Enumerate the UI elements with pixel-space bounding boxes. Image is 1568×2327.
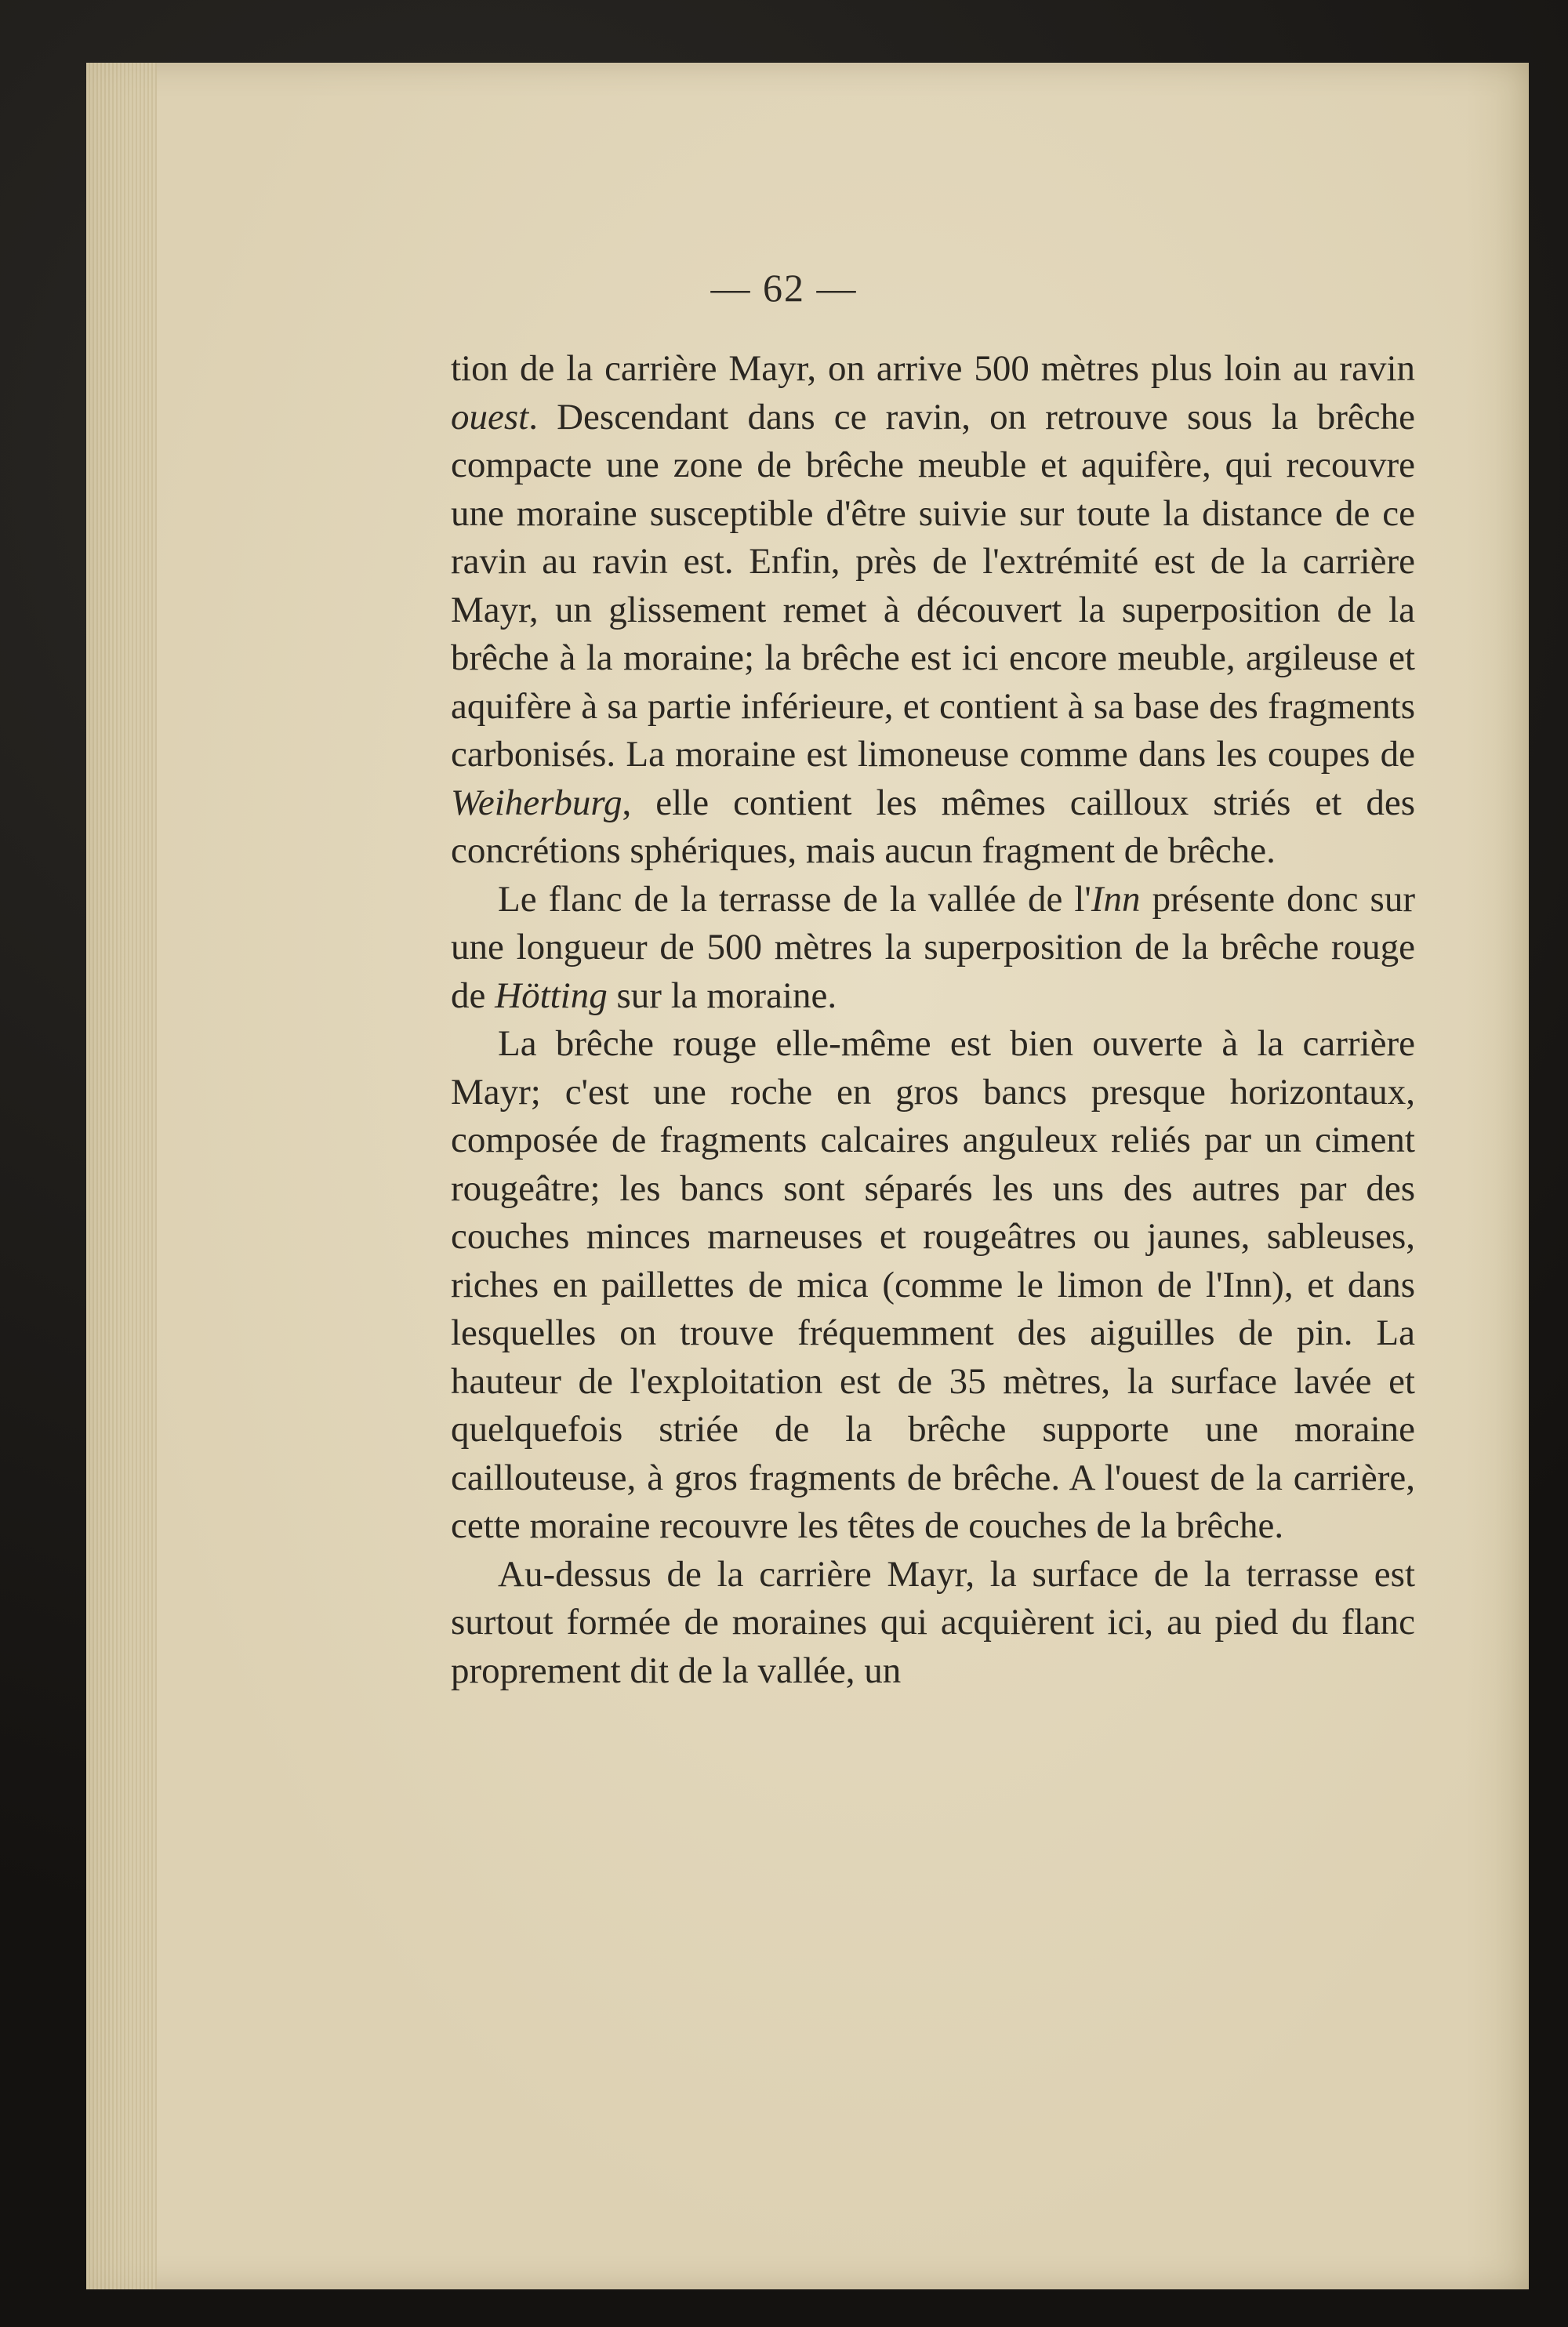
paragraph-1-italic-ouest: ouest: [451, 396, 529, 437]
page-number: — 62 —: [710, 266, 858, 310]
paragraph-3: La brêche rouge elle-même est bien ouverte à la carrière Mayr; c'est une roche en gros bancs presque horizontaux, composée de fragments calcaires anguleux reliés par un ciment rougeâtre; les bancs sont séparés les uns des autres par des couches minces marneuses et rougeâtres ou jaunes, sableuses, riches en paillettes de mica (comme le limon de l'Inn), et dans lesquelles on trouve fréquemment des aiguilles de pin. La hauteur de l'exploitation est de 35 mètres, la surface lavée et quelquefois striée de la brêche supporte une moraine caillouteuse, à gros fragments de brêche. A l'ouest de la carrière, cette moraine recouvre les têtes de couches de la brêche.: [451, 1023, 1415, 1546]
body-text: [451, 345, 1415, 1695]
paragraph-4: Au-dessus de la carrière Mayr, la surface de la terrasse est surtout formée de moraines qui acquièrent ici, au pied du flanc proprement dit de la vallée, un: [451, 1553, 1415, 1691]
paragraph-1-text-e: , elle contient les mêmes cailloux striés et des concrétions sphériques, mais aucun fragment de brêche.: [451, 782, 1415, 871]
paragraph-2-text-c: présente donc sur une longueur de 500 mètres la superposition de la brêche rouge de: [451, 878, 1416, 1016]
paragraph-2-italic-hotting: Hötting: [495, 975, 608, 1016]
paragraph-1-italic-weiherburg: Weiherburg: [451, 782, 622, 823]
paragraph-2: [451, 876, 1415, 1021]
paragraph-2-text-a: Le flanc de la terrasse de la vallée de l': [498, 878, 1091, 920]
paragraph-2-italic-inn: Inn: [1091, 878, 1141, 920]
paragraph-1: [451, 345, 1415, 876]
paragraph-1-text-a: tion de la carrière Mayr, on arrive 500 mètres plus loin au ravin: [451, 348, 1415, 389]
paragraph-2-text-e: sur la moraine.: [607, 975, 837, 1016]
paragraph-1-text-c: . Descendant dans ce ravin, on retrouve sous la brêche compacte une zone de brêche meuble et aquifère, qui recouvre une moraine susceptible d'être suivie sur toute la distance de ce ravin au ravin est. Enfin, près de l'extrémité est de la carrière Mayr, un glissement remet à découvert la superposition de la brêche à la moraine; la brêche est ici encore meuble, argileuse et aquifère à sa partie inférieure, et contient à sa base des fragments carbonisés. La moraine est limoneuse comme dans les coupes de: [451, 396, 1415, 775]
page-edges: [86, 63, 157, 2289]
